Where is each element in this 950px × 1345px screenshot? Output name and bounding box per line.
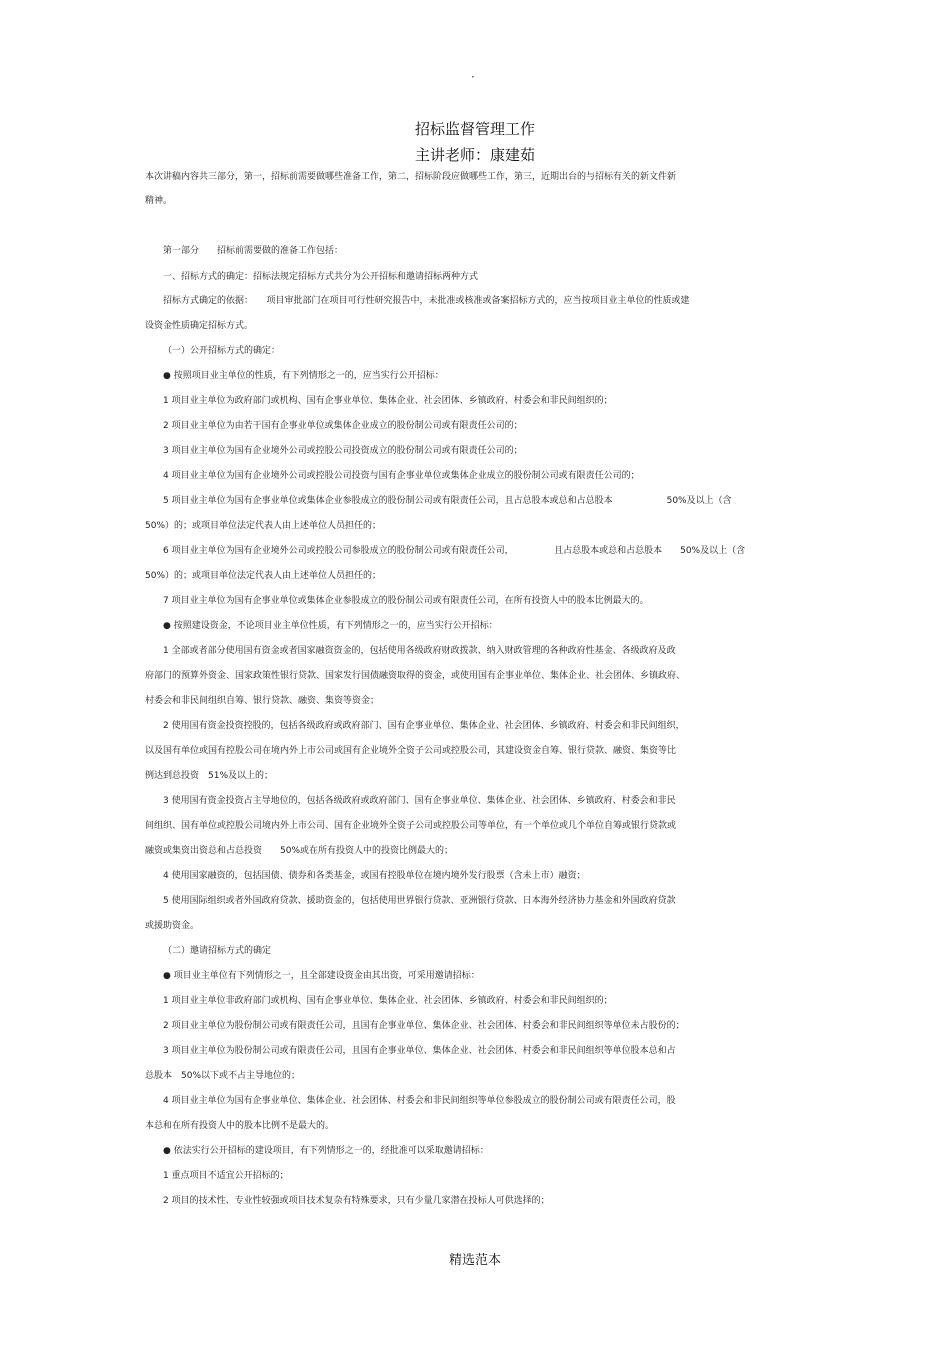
text-line: 50%）的；或项目单位法定代表人由上述单位人员担任的； [145,521,382,531]
document-title: 招标监督管理工作 [414,120,535,138]
text-line: 5 项目业主单位为国有企事业单位或集体企业参股成立的股份制公司或有限责任公司，且占总股本或总和占总股本 50%及以上（含 [163,496,732,506]
text-line: 1 项目业主单位非政府部门或机构、国有企事业单位、集体企业、社会团体、乡镇政府、村委会和非民间组织的； [163,996,613,1006]
text-line: （二）邀请招标方式的确定 [163,946,272,956]
text-line: 设资金性质确定招标方式。 [145,321,254,331]
text-line: 2 项目业主单位为股份制公司或有限责任公司，且国有企事业单位、集体企业、社会团体、村委会和非民间组织等单位未占股份的； [163,1021,685,1031]
text-line: 府部门的预算外资金、国家政策性银行贷款、国家发行国债融资取得的资金，或使用国有企事业单位、集体企业、社会团体、乡镇政府、 [145,671,686,681]
text-line: 7 项目业主单位为国有企事业单位或集体企业参股成立的股份制公司或有限责任公司，在所有投资人中的股本比例最大的。 [163,596,649,606]
text-line: 1 重点项目不适宜公开招标的； [163,1171,289,1181]
text-line: 或援助资金。 [145,921,200,931]
text-line: 融资或集资出资总和占总投资 50%或在所有投资人中的投资比例最大的； [145,846,454,856]
text-line: 以及国有单位或国有控股公司在境内外上市公司或国有企业境外全资子公司或控股公司，其建设资金自筹、银行贷款、融资、集资等比 [145,746,677,756]
text-line: 3 项目业主单位为国有企业境外公司或控股公司投资成立的股份制公司或有限责任公司的； [163,446,523,456]
document-subtitle: 主讲老师：康建茹 [414,146,535,164]
text-line: 一、招标方式的确定：招标法规定招标方式共分为公开招标和邀请招标两种方式 [163,272,479,282]
text-line: 1 项目业主单位为政府部门或机构、国有企事业单位、集体企业、社会团体、乡镇政府、村委会和非民间组织的； [163,396,613,406]
text-line: 例达到总投资 51%及以上的； [145,771,274,781]
text-line: 4 使用国家融资的，包括国债、债券和各类基金，或国有控股单位在境内境外发行股票（含未上市）融资； [163,871,586,881]
text-line: 本总和在所有投资人中的股本比例不是最大的。 [145,1121,335,1131]
text-line: 本次讲稿内容共三部分，第一，招标前需要做哪些准备工作，第二，招标阶段应做哪些工作，第三，近期出台的与招标有关的新文件新 [145,172,677,182]
text-line: 村委会和非民间组织自筹、银行贷款、融资、集资等资金； [145,696,380,706]
text-line: 1 全部或者部分使用国有资金或者国家融资资金的，包括使用各级政府财政拨款、纳入财政管理的各种政府性基金、各级政府及政 [163,646,676,656]
text-line: ● 按照建设资金，不论项目业主单位性质，有下列情形之一的，应当实行公开招标： [163,621,498,631]
text-line: 50%）的；或项目单位法定代表人由上述单位人员担任的； [145,571,382,581]
text-line: 4 项目业主单位为国有企业境外公司或控股公司投资与国有企事业单位或集体企业成立的股份制公司或有限责任公司的； [163,471,640,481]
text-line: 3 项目业主单位为股份制公司或有限责任公司，且国有企事业单位、集体企业、社会团体、村委会和非民间组织等单位股本总和占 [163,1046,676,1056]
text-line: （一）公开招标方式的确定： [163,346,281,356]
text-line: 间组织、国有单位或控股公司境内外上市公司、国有企业境外全资子公司或控股公司等单位，有一个单位或几个单位自筹或银行贷款或 [145,821,677,831]
text-line: 第一部分 招标前需要做的准备工作包括： [163,246,344,256]
text-line: 2 使用国有资金投资控股的，包括各级政府或政府部门、国有企事业单位、集体企业、社会团体、乡镇政府、村委会和非民间组织， [163,721,685,731]
text-line: 4 项目业主单位为国有企事业单位、集体企业、社会团体、村委会和非民间组织等单位参股成立的股份制公司或有限责任公司，股 [163,1096,676,1106]
text-line: ● 依法实行公开招标的建设项目，有下列情形之一的，经批准可以采取邀请招标： [163,1146,489,1156]
text-line: ● 项目业主单位有下列情形之一，且全部建设资金由其出资，可采用邀请招标： [163,971,480,981]
text-line: 2 项目的技术性、专业性较强或项目技术复杂有特殊要求，只有少量几家潜在投标人可供选择的； [163,1196,550,1206]
text-line: 5 使用国际组织或者外国政府贷款、援助资金的，包括使用世界银行贷款、亚洲银行贷款、日本海外经济协力基金和外国政府贷款 [163,896,676,906]
text-line: 3 使用国有资金投资占主导地位的，包括各级政府或政府部门、国有企事业单位、集体企业、社会团体、乡镇政府、村委会和非民 [163,796,676,806]
text-line: 精神。 [145,196,173,206]
text-line: 招标方式确定的依据： 项目审批部门在项目可行性研究报告中，未批准或核准或备案招标方式的，应当按项目业主单位的性质或建 [163,296,690,306]
page-footer: 精选范本 [448,1253,501,1268]
text-line: 总股本 50%以下或不占主导地位的； [145,1071,301,1081]
text-line: 6 项目业主单位为国有企业境外公司或控股公司参股成立的股份制公司或有限责任公司， 且占总股本或总和占总股本 50%及以上（含 [163,546,746,556]
text-line: ● 按照项目业主单位的性质，有下列情形之一的，应当实行公开招标： [163,371,444,381]
text-line: 2 项目业主单位为由若干国有企事业单位或集体企业成立的股份制公司或有限责任公司的； [163,421,523,431]
header-mark: · [471,70,475,84]
